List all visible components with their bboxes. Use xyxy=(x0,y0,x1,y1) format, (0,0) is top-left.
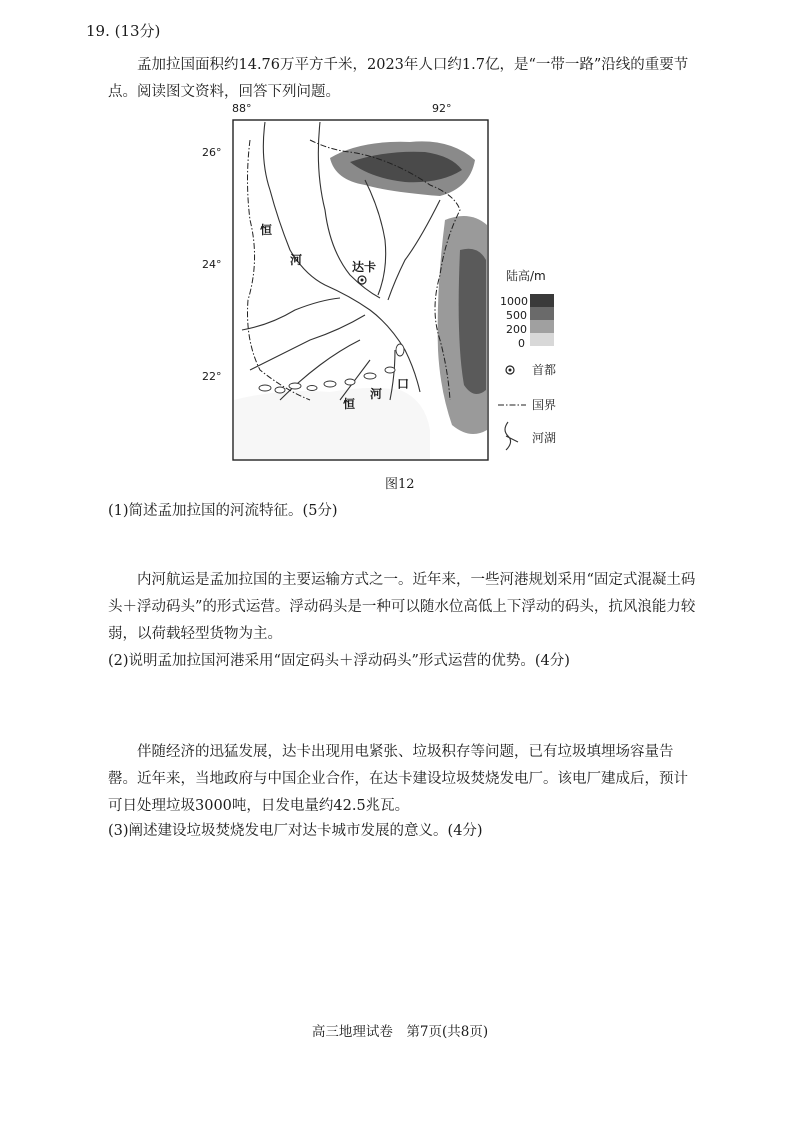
sub-question-1: (1)简述孟加拉国的河流特征。(5分) xyxy=(108,503,338,519)
estuary-label-2: 河 xyxy=(370,387,383,401)
lon-label-92: 92° xyxy=(432,102,452,115)
material-2 xyxy=(108,567,698,648)
legend-swatch-0 xyxy=(530,333,554,346)
page-footer: 高三地理试卷 第7页(共8页) xyxy=(311,1024,489,1040)
material-3 xyxy=(108,739,698,820)
lat-label-26: 26° xyxy=(202,146,222,159)
sub-question-3: (3)阐述建设垃圾焚烧发电厂对达卡城市发展的意义。(4分) xyxy=(108,823,483,839)
sub-question-2: (2)说明孟加拉国河港采用“固定码头＋浮动码头”形式运营的优势。(4分) xyxy=(108,653,570,669)
legend-border-label: 国界 xyxy=(532,398,557,412)
legend-title: 陆高/m xyxy=(506,269,546,283)
lat-label-24: 24° xyxy=(202,258,222,271)
lat-label-22: 22° xyxy=(202,370,222,383)
figure-caption: 图12 xyxy=(385,477,415,492)
legend-swatch-500 xyxy=(530,307,554,320)
legend-swatch-200 xyxy=(530,320,554,333)
capital-dhaka-marker xyxy=(358,276,366,284)
map-legend xyxy=(498,268,556,450)
map-figure-12 xyxy=(190,100,590,468)
capital-label: 达卡 xyxy=(352,260,377,274)
map-area xyxy=(233,120,488,460)
legend-capital-icon xyxy=(506,366,514,374)
legend-river-label: 河湖 xyxy=(532,431,557,445)
legend-river-icon xyxy=(505,422,518,450)
bay-sea xyxy=(234,388,430,459)
estuary-label-1: 恒 xyxy=(343,397,356,411)
legend-level-500: 500 xyxy=(506,309,527,322)
legend-swatch-1000 xyxy=(530,294,554,307)
legend-level-1000: 1000 xyxy=(500,295,528,308)
question-intro xyxy=(108,52,698,106)
material-3-text: 伴随经济的迅猛发展，达卡出现用电紧张、垃圾积存等问题，已有垃圾填埋场容量告罄。近年来，当地政府与中国企业合作，在达卡建设垃圾焚烧发电厂。该电厂建成后，预计可日处理垃圾3000吨，日发电量约42.5兆瓦。 xyxy=(108,744,688,814)
legend-level-200: 200 xyxy=(506,323,527,336)
material-2-text: 内河航运是孟加拉国的主要运输方式之一。近年来，一些河港规划采用“固定式混凝土码头＋浮动码头”的形式运营。浮动码头是一种可以随水位高低上下浮动的码头，抗风浪能力较弱，以荷载轻型货物为主。 xyxy=(108,572,696,642)
legend-level-0: 0 xyxy=(518,337,525,350)
legend-capital-label: 首都 xyxy=(532,363,557,377)
lon-label-88: 88° xyxy=(232,102,252,115)
river-label-he: 河 xyxy=(290,253,303,267)
question-number: 19. (13分) xyxy=(86,22,161,40)
intro-text: 孟加拉国面积约14.76万平方千米，2023年人口约1.7亿，是“一带一路”沿线的重要节点。阅读图文资料，回答下列问题。 xyxy=(108,57,689,100)
estuary-label-3: 口 xyxy=(397,377,410,391)
river-label-heng: 恒 xyxy=(260,223,273,237)
